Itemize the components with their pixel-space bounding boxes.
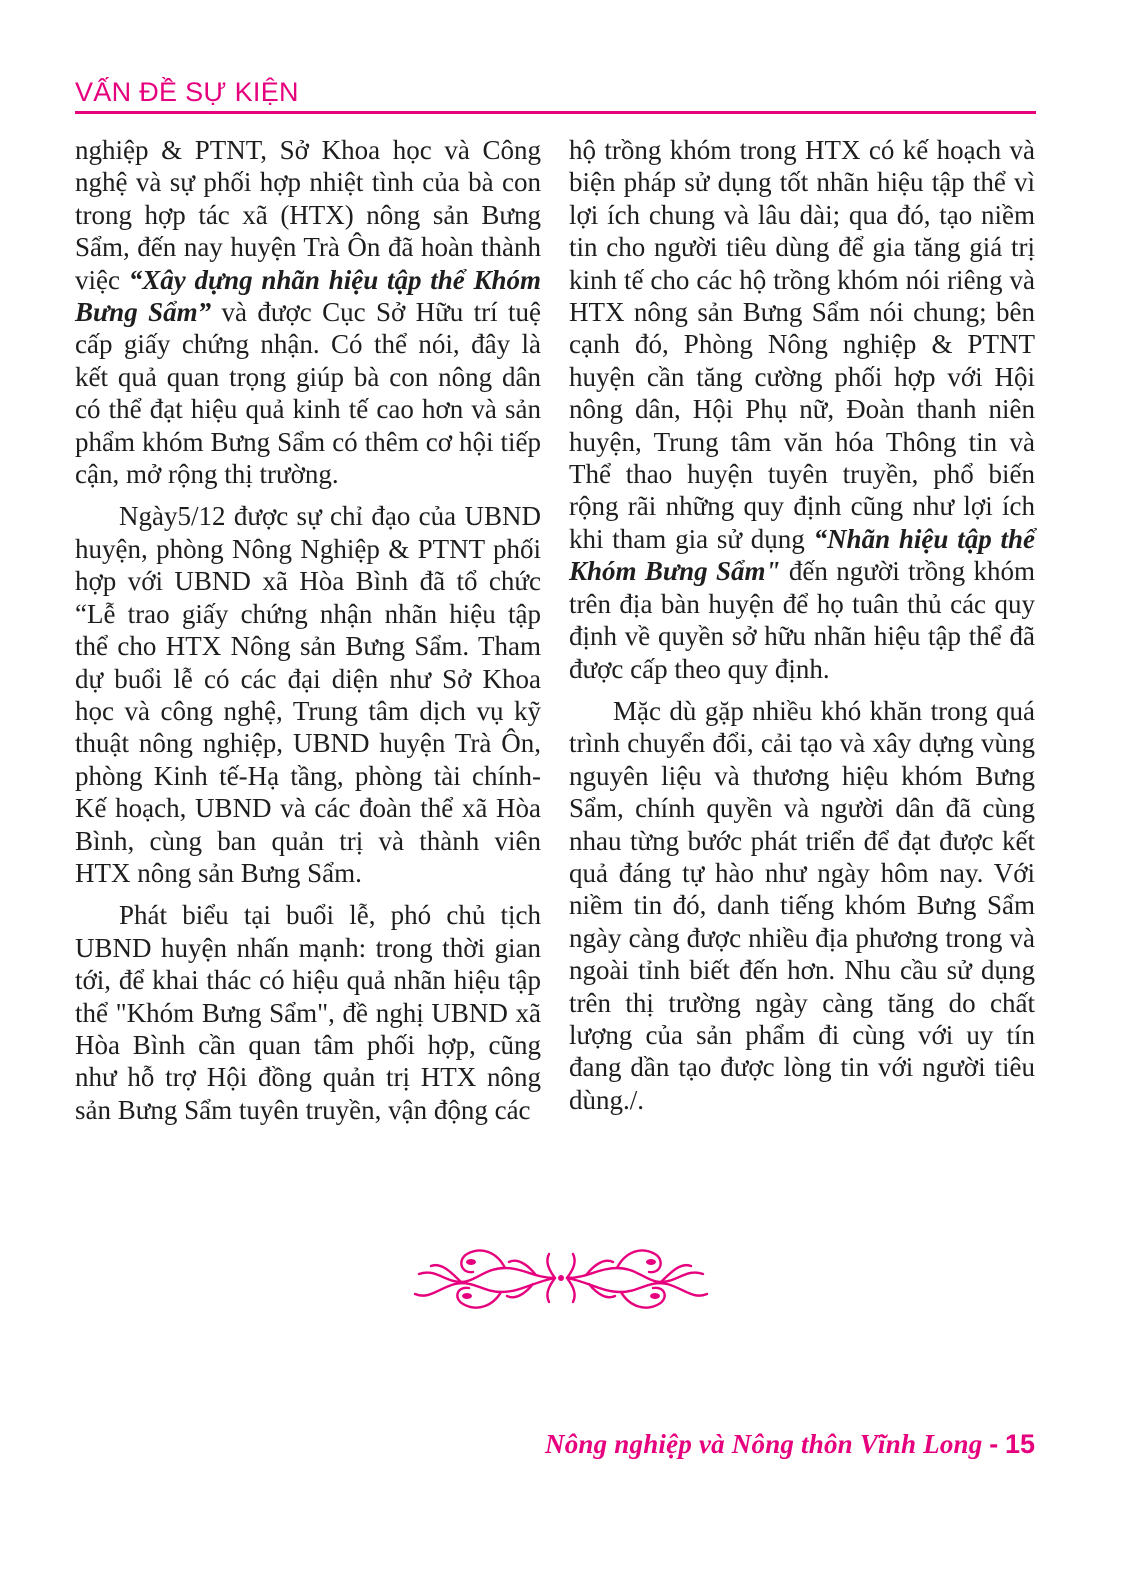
left-paragraph-1 [75, 134, 541, 490]
page-footer [545, 1427, 1035, 1461]
publication-name: Nông nghiệp và Nông thôn Vĩnh Long [545, 1429, 983, 1459]
left-paragraph-3: Phát biểu tại buổi lễ, phó chủ tịch UBND huyện nhấn mạnh: trong thời gian tới, để khai thác có hiệu quả nhãn hiệu tập thể "Khóm Bưng Sẩm", đề nghị UBND xã Hòa Bình cần quan tâm phối hợp, cũng như hỗ trợ Hội đồng quản trị HTX nông sản Bưng Sẩm tuyên truyền, vận động các [75, 900, 541, 1125]
article-right-column [569, 134, 1035, 1126]
paragraph-text: nghiệp & PTNT, Sở Khoa học và Công nghệ và sự phối hợp nhiệt tình của bà con trong hợp tác xã (HTX) nông sản Bưng Sẩm, đến nay huyện Trà Ôn đã hoàn thành việc [75, 135, 541, 295]
emphasized-brand-name: “Nhãn hiệu tập thể Khóm Bưng Sẩm" [569, 523, 1035, 587]
right-paragraph-1 [569, 134, 1035, 685]
floral-flourish-icon [405, 1238, 717, 1318]
left-paragraph-2: Ngày5/12 được sự chỉ đạo của UBND huyện, phòng Nông Nghiệp & PTNT phối hợp với UBND xã Hòa Bình đã tổ chức “Lễ trao giấy chứng nhận nhãn hiệu tập thể cho HTX Nông sản Bưng Sẩm. Tham dự buổi lễ có các đại diện như Sở Khoa học và công nghệ, Trung tâm dịch vụ kỹ thuật nông nghiệp, UBND huyện Trà Ôn, phòng Kinh tế-Hạ tầng, phòng tài chính-Kế hoạch, UBND và các đoàn thể xã Hòa Bình, cùng ban quản trị và thành viên HTX nông sản Bưng Sẩm. [75, 501, 541, 888]
section-title: VẤN ĐỀ SỰ KIỆN [75, 77, 299, 107]
paragraph-text: và được Cục Sở Hữu trí tuệ cấp giấy chứng nhận. Có thể nói, đây là kết quả quan trọng giúp bà con nông dân có thể đạt hiệu quả kinh tế cao hơn và sản phẩm khóm Bưng Sẩm có thêm cơ hội tiếp cận, mở rộng thị trường. [75, 297, 541, 490]
paragraph-text: đến người trồng khóm trên địa bàn huyện để họ tuân thủ các quy định về quyền sở hữu nhãn hiệu tập thể đã được cấp theo quy định. [569, 556, 1035, 684]
page-number: 15 [1004, 1429, 1035, 1459]
article-left-column [75, 134, 541, 1136]
emphasized-brand-name: “Xây dựng nhãn hiệu tập thể Khóm Bưng Sẩm” [75, 264, 541, 328]
right-paragraph-2: Mặc dù gặp nhiều khó khăn trong quá trình chuyển đổi, cải tạo và xây dựng vùng nguyên liệu và thương hiệu khóm Bưng Sẩm, chính quyền và người dân đã cùng nhau từng bước phát triển để đạt được kết quả đáng tự hào như ngày hôm nay. Với niềm tin đó, danh tiếng khóm Bưng Sẩm ngày càng được nhiều địa phương trong và ngoài tỉnh biết đến hơn. Nhu cầu sử dụng trên thị trường ngày càng tăng do chất lượng của sản phẩm đi cùng với uy tín đang dần tạo được lòng tin với người tiêu dùng./. [569, 695, 1035, 1115]
header-divider [75, 111, 1036, 114]
paragraph-text: hộ trồng khóm trong HTX có kế hoạch và biện pháp sử dụng tốt nhãn hiệu tập thể vì lợi ích chung và lâu dài; qua đó, tạo niềm tin cho người tiêu dùng để gia tăng giá trị kinh tế cho các hộ trồng khóm nói riêng và HTX nông sản Bưng Sẩm nói chung; bên cạnh đó, Phòng Nông nghiệp & PTNT huyện cần tăng cường phối hợp với Hội nông dân, Hội Phụ nữ, Đoàn thanh niên huyện, Trung tâm văn hóa Thông tin và Thể thao huyện tuyên truyền, phổ biến rộng rãi những quy định cũng như lợi ích khi tham gia sử dụng [569, 135, 1035, 554]
footer-separator: - [989, 1429, 999, 1459]
